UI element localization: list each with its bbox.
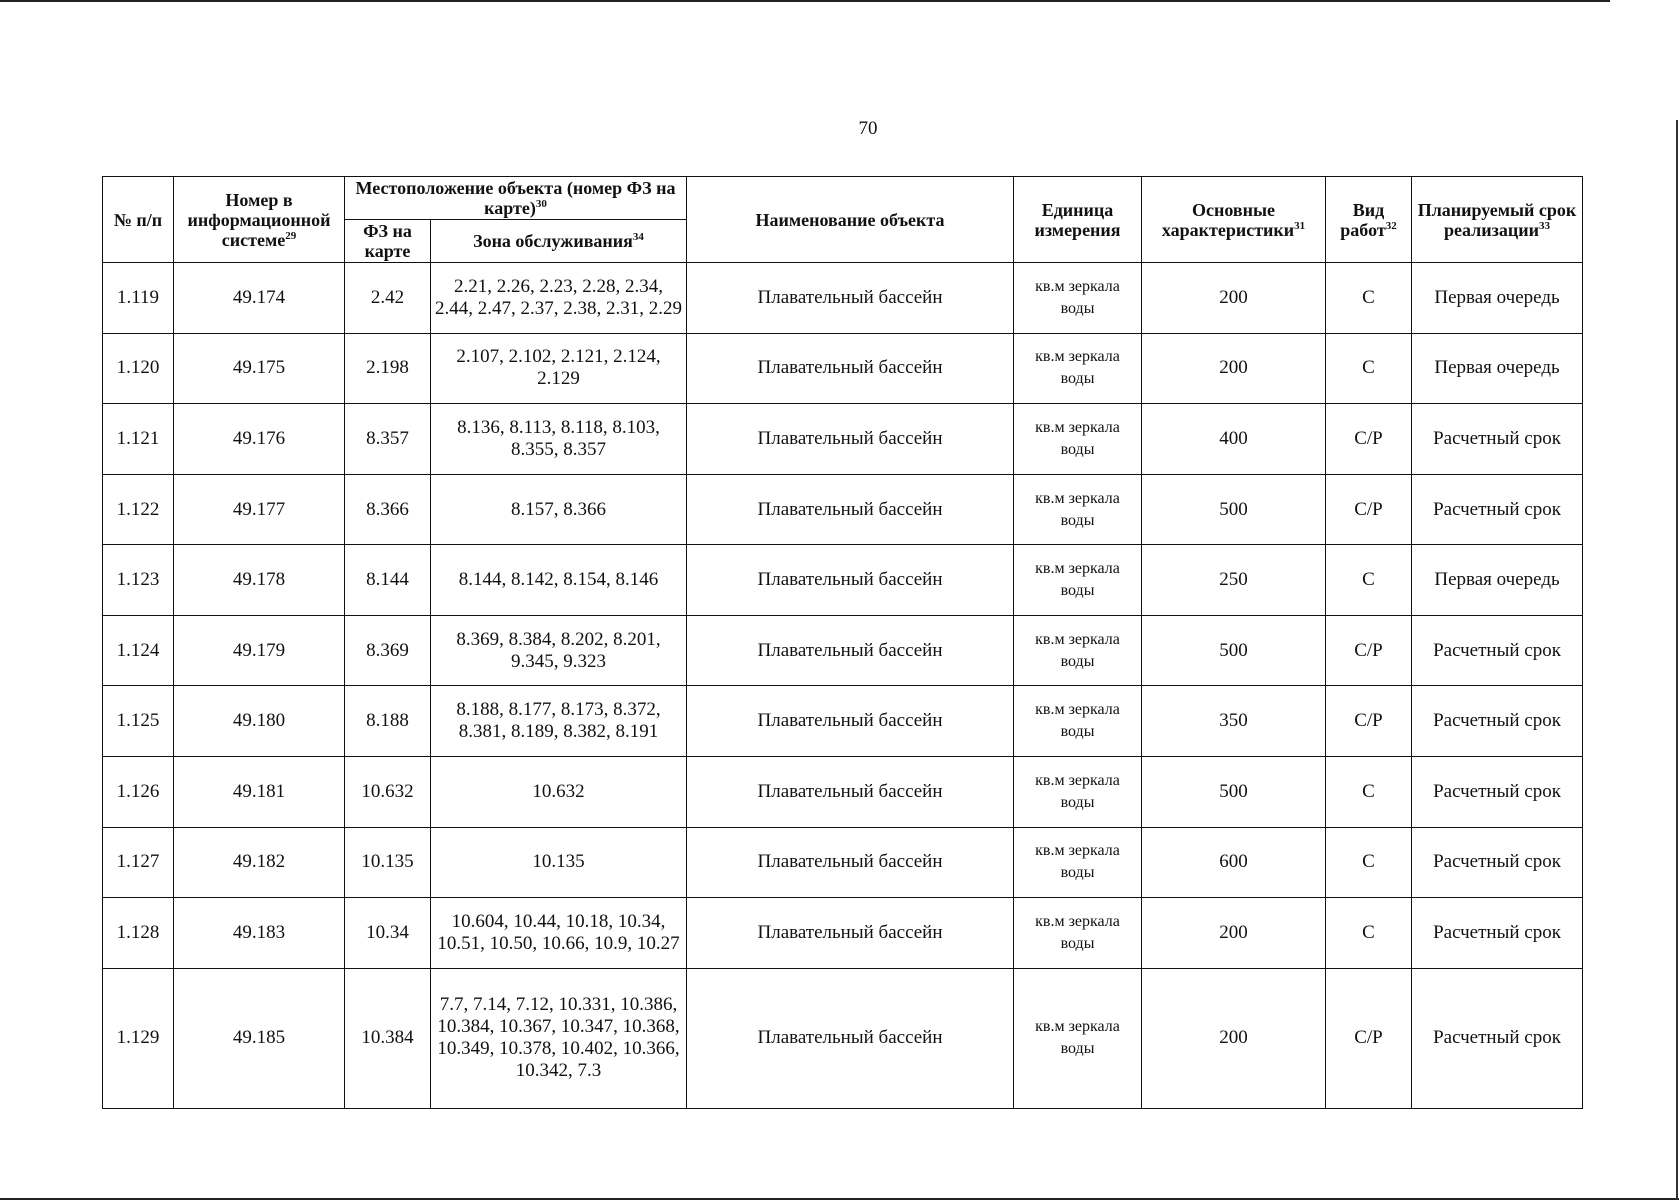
cell-characteristics: 400: [1142, 404, 1326, 475]
cell-planned-term: Расчетный срок: [1412, 968, 1583, 1108]
cell-num: 1.121: [103, 404, 174, 475]
table-row: [103, 615, 1583, 686]
cell-characteristics: 500: [1142, 474, 1326, 545]
cell-object-name: Плавательный бассейн: [687, 686, 1014, 757]
cell-object-name: Плавательный бассейн: [687, 474, 1014, 545]
cell-object-name: Плавательный бассейн: [687, 333, 1014, 404]
cell-unit: кв.м зеркала воды: [1014, 686, 1142, 757]
cell-reg-number: 49.181: [174, 757, 345, 828]
objects-table: [102, 176, 1583, 1109]
cell-zone: 8.369, 8.384, 8.202, 8.201, 9.345, 9.323: [431, 615, 687, 686]
cell-num: 1.126: [103, 757, 174, 828]
cell-fz: 10.632: [345, 757, 431, 828]
cell-characteristics: 200: [1142, 968, 1326, 1108]
cell-planned-term: Расчетный срок: [1412, 474, 1583, 545]
footnote-ref: 33: [1538, 219, 1550, 232]
cell-zone: 8.144, 8.142, 8.154, 8.146: [431, 545, 687, 616]
cell-num: 1.128: [103, 898, 174, 969]
cell-characteristics: 500: [1142, 757, 1326, 828]
cell-zone: 2.107, 2.102, 2.121, 2.124, 2.129: [431, 333, 687, 404]
cell-zone: 2.21, 2.26, 2.23, 2.28, 2.34, 2.44, 2.47, 2.37, 2.38, 2.31, 2.29: [431, 263, 687, 334]
header-unit: Единица измерения: [1014, 177, 1142, 263]
cell-work-type: С: [1326, 263, 1412, 334]
cell-characteristics: 500: [1142, 615, 1326, 686]
cell-reg-number: 49.175: [174, 333, 345, 404]
cell-reg-number: 49.183: [174, 898, 345, 969]
header-num: № п/п: [103, 177, 174, 263]
cell-zone: 8.188, 8.177, 8.173, 8.372, 8.381, 8.189, 8.382, 8.191: [431, 686, 687, 757]
cell-unit: кв.м зеркала воды: [1014, 827, 1142, 898]
cell-reg-number: 49.185: [174, 968, 345, 1108]
cell-num: 1.125: [103, 686, 174, 757]
cell-num: 1.120: [103, 333, 174, 404]
footnote-ref: 31: [1294, 219, 1306, 232]
header-characteristics: Основные характеристики$^{31}$: [1142, 177, 1326, 263]
cell-work-type: С/Р: [1326, 968, 1412, 1108]
cell-planned-term: Расчетный срок: [1412, 757, 1583, 828]
cell-planned-term: Расчетный срок: [1412, 898, 1583, 969]
cell-fz: 2.42: [345, 263, 431, 334]
cell-num: 1.122: [103, 474, 174, 545]
cell-num: 1.119: [103, 263, 174, 334]
cell-planned-term: Первая очередь: [1412, 263, 1583, 334]
cell-num: 1.124: [103, 615, 174, 686]
cell-object-name: Плавательный бассейн: [687, 827, 1014, 898]
scan-edge-top: [0, 0, 1610, 2]
table-row: [103, 474, 1583, 545]
cell-work-type: С: [1326, 333, 1412, 404]
footnote-ref: 30: [535, 198, 547, 210]
cell-unit: кв.м зеркала воды: [1014, 474, 1142, 545]
table-row: [103, 333, 1583, 404]
cell-work-type: С: [1326, 898, 1412, 969]
cell-unit: кв.м зеркала воды: [1014, 968, 1142, 1108]
header-service-zone: Зона обслуживания$^{34}$: [431, 220, 687, 263]
cell-num: 1.129: [103, 968, 174, 1108]
cell-work-type: С/Р: [1326, 686, 1412, 757]
table-row: [103, 757, 1583, 828]
cell-zone: 10.632: [431, 757, 687, 828]
cell-fz: 8.369: [345, 615, 431, 686]
cell-fz: 8.188: [345, 686, 431, 757]
cell-fz: 10.34: [345, 898, 431, 969]
cell-object-name: Плавательный бассейн: [687, 757, 1014, 828]
table-row: [103, 404, 1583, 475]
cell-unit: кв.м зеркала воды: [1014, 615, 1142, 686]
cell-object-name: Плавательный бассейн: [687, 545, 1014, 616]
cell-work-type: С/Р: [1326, 474, 1412, 545]
cell-characteristics: 200: [1142, 333, 1326, 404]
table-row: [103, 968, 1583, 1108]
header-location: Местоположение объекта (номер ФЗ на карте)$^{30}$: [345, 177, 687, 220]
cell-work-type: С: [1326, 827, 1412, 898]
cell-fz: 8.144: [345, 545, 431, 616]
header-object-name: Наименование объекта: [687, 177, 1014, 263]
cell-planned-term: Первая очередь: [1412, 545, 1583, 616]
cell-planned-term: Расчетный срок: [1412, 404, 1583, 475]
cell-unit: кв.м зеркала воды: [1014, 404, 1142, 475]
cell-reg-number: 49.182: [174, 827, 345, 898]
cell-planned-term: Расчетный срок: [1412, 615, 1583, 686]
cell-characteristics: 250: [1142, 545, 1326, 616]
table-body: [103, 263, 1583, 1109]
table-row: [103, 263, 1583, 334]
cell-unit: кв.м зеркала воды: [1014, 545, 1142, 616]
cell-planned-term: Расчетный срок: [1412, 686, 1583, 757]
table-header: [103, 177, 1583, 263]
cell-object-name: Плавательный бассейн: [687, 404, 1014, 475]
scan-edge-right: [1676, 120, 1678, 1200]
cell-planned-term: Первая очередь: [1412, 333, 1583, 404]
cell-zone: 10.135: [431, 827, 687, 898]
table-row: [103, 898, 1583, 969]
cell-num: 1.123: [103, 545, 174, 616]
cell-object-name: Плавательный бассейн: [687, 263, 1014, 334]
page-number: 70: [858, 118, 878, 139]
cell-unit: кв.м зеркала воды: [1014, 263, 1142, 334]
header-fz-on-map: ФЗ на карте: [345, 220, 431, 263]
cell-reg-number: 49.178: [174, 545, 345, 616]
footnote-ref: 34: [632, 231, 644, 243]
cell-fz: 10.135: [345, 827, 431, 898]
footnote-ref: 32: [1385, 219, 1397, 232]
cell-work-type: С/Р: [1326, 404, 1412, 475]
table-row: [103, 545, 1583, 616]
cell-reg-number: 49.180: [174, 686, 345, 757]
cell-planned-term: Расчетный срок: [1412, 827, 1583, 898]
cell-reg-number: 49.177: [174, 474, 345, 545]
header-planned-term: Планируемый срок реализации$^{33}$: [1412, 177, 1583, 263]
cell-fz: 2.198: [345, 333, 431, 404]
cell-fz: 8.357: [345, 404, 431, 475]
cell-work-type: С: [1326, 545, 1412, 616]
cell-num: 1.127: [103, 827, 174, 898]
cell-zone: 8.157, 8.366: [431, 474, 687, 545]
footnote-ref: 29: [285, 229, 297, 242]
cell-zone: 7.7, 7.14, 7.12, 10.331, 10.386, 10.384, 10.367, 10.347, 10.368, 10.349, 10.378, 10.402, 10.366, 10.342, 7.3: [431, 968, 687, 1108]
cell-characteristics: 350: [1142, 686, 1326, 757]
cell-object-name: Плавательный бассейн: [687, 898, 1014, 969]
cell-characteristics: 200: [1142, 898, 1326, 969]
cell-fz: 8.366: [345, 474, 431, 545]
header-reg-number: Номер в информационной системе$^{29}$: [174, 177, 345, 263]
cell-reg-number: 49.176: [174, 404, 345, 475]
cell-work-type: С/Р: [1326, 615, 1412, 686]
cell-reg-number: 49.174: [174, 263, 345, 334]
cell-fz: 10.384: [345, 968, 431, 1108]
cell-zone: 10.604, 10.44, 10.18, 10.34, 10.51, 10.50, 10.66, 10.9, 10.27: [431, 898, 687, 969]
cell-unit: кв.м зеркала воды: [1014, 898, 1142, 969]
cell-unit: кв.м зеркала воды: [1014, 333, 1142, 404]
cell-object-name: Плавательный бассейн: [687, 615, 1014, 686]
header-work-type: Вид работ$^{32}$: [1326, 177, 1412, 263]
cell-work-type: С: [1326, 757, 1412, 828]
cell-zone: 8.136, 8.113, 8.118, 8.103, 8.355, 8.357: [431, 404, 687, 475]
table-row: [103, 827, 1583, 898]
cell-characteristics: 600: [1142, 827, 1326, 898]
cell-unit: кв.м зеркала воды: [1014, 757, 1142, 828]
cell-object-name: Плавательный бассейн: [687, 968, 1014, 1108]
cell-characteristics: 200: [1142, 263, 1326, 334]
cell-reg-number: 49.179: [174, 615, 345, 686]
table-row: [103, 686, 1583, 757]
